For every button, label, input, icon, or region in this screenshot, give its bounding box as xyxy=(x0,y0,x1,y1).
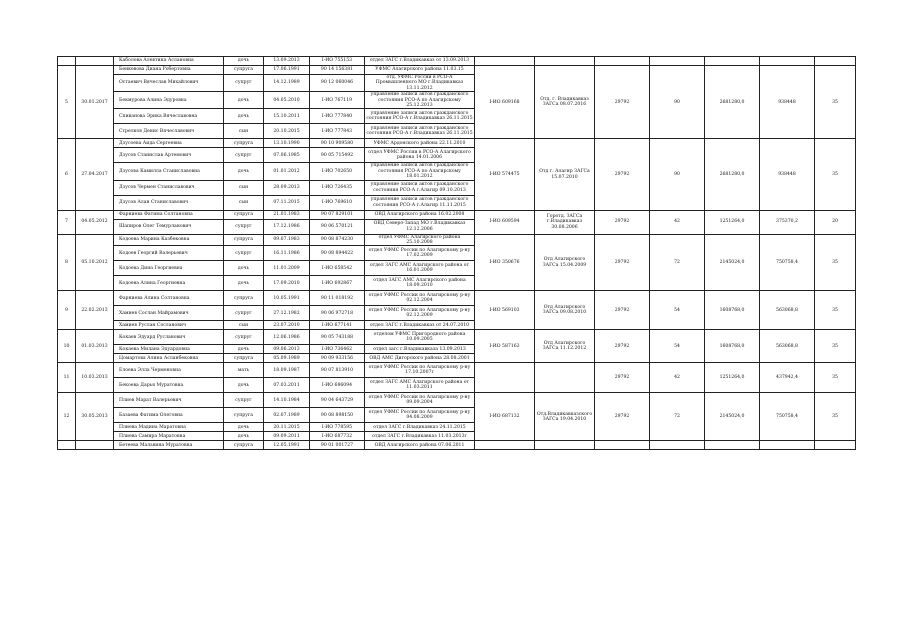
member-name: Кодоева Алина Георгиевна xyxy=(114,276,224,291)
group-number: 11 xyxy=(58,363,76,393)
member-relation: дочь xyxy=(224,163,264,180)
member-birth-date: 16.11.1986 xyxy=(264,246,310,261)
member-birth-date: 04.05.2010 xyxy=(264,92,310,109)
member-document-issuer: управление записи актов гражданского состояния РСО-А г.Владикавказ 26.11.2015 xyxy=(365,124,475,139)
group-number: 6 xyxy=(58,139,76,210)
member-document-issuer: отдел загс г.Владикавказа 13.09.2013 xyxy=(365,345,475,354)
price-per-sqm: 29792 xyxy=(595,210,650,234)
member-birth-date: 10.05.1991 xyxy=(264,291,310,306)
member-document: I-ИО 736462 xyxy=(310,345,365,354)
group-number: 5 xyxy=(58,66,76,139)
member-birth-date: 05.09.1989 xyxy=(264,354,310,363)
member-document-issuer: управление записи актов гражданского состояния РСО-А г.Алагир 11.11.2015 xyxy=(365,195,475,210)
member-document-issuer: отдел УФМС России по Алагирскому р-ну 17.10.2007г xyxy=(365,363,475,378)
member-relation: сын xyxy=(224,124,264,139)
member-name: Дзусов Станислав Артемович xyxy=(114,148,224,163)
member-document-issuer: управление записи актов гражданского состояния РСО-А г.Владикавказ 26.11.2015 xyxy=(365,109,475,124)
member-birth-date: 12.05.1991 xyxy=(264,441,310,450)
certificate-issuer: Отд Алагирского ЗАГСа 15.04.2009 xyxy=(535,234,595,291)
subsidy-percent: 35 xyxy=(815,234,856,291)
group-number: 7 xyxy=(58,210,76,234)
price-per-sqm xyxy=(595,57,650,66)
member-document-issuer: отдел УФМС России по Алагирскому р-ну 02.12.2004 xyxy=(365,291,475,306)
table-row xyxy=(58,363,856,378)
marriage-certificate xyxy=(475,363,535,393)
area-norm xyxy=(650,57,705,66)
group-number: 9 xyxy=(58,291,76,330)
member-birth-date: 07.11.2015 xyxy=(264,195,310,210)
marriage-certificate: I-ИО 574475 xyxy=(475,139,535,210)
member-document: 90 05 743188 xyxy=(310,330,365,345)
member-relation: мать xyxy=(224,363,264,378)
member-name: Шапиров Олег Темурланович xyxy=(114,219,224,234)
certificate-issuer: Отд. г. Владикавказ ЗАГСа 08.07.2016 xyxy=(535,66,595,139)
member-document-issuer: отдел УФМС Алагирского района 25.10.2008 xyxy=(365,234,475,246)
member-document: I-ИО 686094 xyxy=(310,378,365,393)
member-document-issuer: отдел ЗАГС г.Владикавказ 24.11.2015 xyxy=(365,423,475,432)
member-name: Бекмурова Алина Эдуровна xyxy=(114,92,224,109)
member-relation: супруга xyxy=(224,66,264,75)
application-date: 30.01.2017 xyxy=(76,66,114,139)
member-relation: супруг xyxy=(224,148,264,163)
area-norm: 54 xyxy=(650,330,705,363)
member-name: Дзусов Чермен Станиславович xyxy=(114,180,224,195)
member-birth-date: 07.03.2011 xyxy=(264,378,310,393)
member-document: 90 14 156381 xyxy=(310,66,365,75)
member-document: 90 12 060046 xyxy=(310,75,365,92)
member-name: Спиванова Эрика Вячеславовна xyxy=(114,109,224,124)
member-name: Цомартова Алина Асланбековна xyxy=(114,354,224,363)
certificate-issuer: Отд.Владикавказского ЗАГСа 19.04.2010 xyxy=(535,393,595,441)
certificate-issuer: Горотд. ЗАГСа г.Владикавказ 30.08.2006 xyxy=(535,210,595,234)
area-norm xyxy=(650,441,705,450)
subsidy-amount: 750758,4 xyxy=(760,234,815,291)
member-birth-date: 28.09.2013 xyxy=(264,180,310,195)
member-name: Кодоев Георгий Валерьевич xyxy=(114,246,224,261)
member-name: Остаевич Вячеслав Михайлович xyxy=(114,75,224,92)
member-birth-date: 20.10.2015 xyxy=(264,124,310,139)
member-document: 90 08 898150 xyxy=(310,408,365,423)
total-cost: 2681280,0 xyxy=(705,66,760,139)
member-relation: супруг xyxy=(224,330,264,345)
member-birth-date: 09.06.2013 xyxy=(264,345,310,354)
member-document-issuer: ОВД Северо-Запад МО г.Владикавказ 12.12.2006 xyxy=(365,219,475,234)
application-date: 22.02.2013 xyxy=(76,291,114,330)
member-document-issuer: отдел ЗАГС АМС Алагирского района от 11.03.2011 xyxy=(365,378,475,393)
member-name: Фарниева Алина Солтановна xyxy=(114,291,224,306)
marriage-certificate: I-ИО 609594 xyxy=(475,210,535,234)
group-number: 10 xyxy=(58,330,76,363)
member-relation: супруг xyxy=(224,75,264,92)
table-row xyxy=(58,393,856,408)
group-number xyxy=(58,441,76,450)
subsidy-amount: 750758,4 xyxy=(760,393,815,441)
total-cost: 2145024,0 xyxy=(705,234,760,291)
member-name: Кокаев Эдуард Русланович xyxy=(114,330,224,345)
member-document-issuer: отд. УФМС России в РСО-А Промышленного МО г.Владикавказ 13.11.2012 xyxy=(365,75,475,92)
member-document: 90 08 874230 xyxy=(310,234,365,246)
subsidy-percent: 20 xyxy=(815,210,856,234)
member-relation: сын xyxy=(224,195,264,210)
member-birth-date: 21.01.1983 xyxy=(264,210,310,219)
total-cost: 1251264,0 xyxy=(705,363,760,393)
member-birth-date: 11.01.2009 xyxy=(264,261,310,276)
member-relation: супруг xyxy=(224,393,264,408)
member-document: 90 08 894422 xyxy=(310,246,365,261)
member-name: Дзусова Камилла Станиславовна xyxy=(114,163,224,180)
subsidy-amount: 563068,8 xyxy=(760,291,815,330)
member-document: I-ИО 755153 xyxy=(310,57,365,66)
member-relation: дочь xyxy=(224,92,264,109)
certificate-issuer: Отд г. Алагир ЗАГСа 15.07.2010 xyxy=(535,139,595,210)
member-document-issuer: отдел ЗАГС АМС Алагирского района 18.09.2010 xyxy=(365,276,475,291)
member-relation: дочь xyxy=(224,261,264,276)
marriage-certificate: I-ИО 587163 xyxy=(475,330,535,363)
member-birth-date: 20.11.2015 xyxy=(264,423,310,432)
total-cost: 2145024,0 xyxy=(705,393,760,441)
area-norm: 72 xyxy=(650,234,705,291)
member-relation: дочь xyxy=(224,109,264,124)
member-document-issuer: отдел УФМС России в РСО-А Алагирского района 14.01.2006 xyxy=(365,148,475,163)
member-document: I-ИО 677141 xyxy=(310,321,365,330)
member-relation: супруг xyxy=(224,306,264,321)
subsidy-percent xyxy=(815,57,856,66)
member-relation: супруг xyxy=(224,219,264,234)
member-relation: супруга xyxy=(224,291,264,306)
member-birth-date: 18.09.1987 xyxy=(264,363,310,378)
member-relation: супруга xyxy=(224,408,264,423)
price-per-sqm: 29792 xyxy=(595,330,650,363)
member-document: I-ИО 778595 xyxy=(310,423,365,432)
member-birth-date: 23.07.2010 xyxy=(264,321,310,330)
subsidy-amount: 563068,8 xyxy=(760,330,815,363)
certificate-issuer xyxy=(535,363,595,393)
member-birth-date: 09.07.1983 xyxy=(264,234,310,246)
marriage-certificate: I-ИО 350676 xyxy=(475,234,535,291)
total-cost xyxy=(705,57,760,66)
member-name: Елоева Элла Черменовна xyxy=(114,363,224,378)
member-name: Плиев Марат Валерьевич xyxy=(114,393,224,408)
member-document-issuer: отдел УФМС России по Алагирскому р-ну 17.02.2009 xyxy=(365,246,475,261)
subsidy-amount xyxy=(760,57,815,66)
member-document-issuer: отдел ЗАГС г.Владикавказ от 13.09.2013 xyxy=(365,57,475,66)
member-document: 90 05 715492 xyxy=(310,148,365,163)
member-document-issuer: ОВД АМС Дигорского района 28.08.2001 xyxy=(365,354,475,363)
member-document: I-ИО 702650 xyxy=(310,163,365,180)
price-per-sqm: 29792 xyxy=(595,291,650,330)
application-date: 05.10.2012 xyxy=(76,234,114,291)
member-document: 90 10 909580 xyxy=(310,139,365,148)
certificate-issuer: Отд Алагирского ЗАГСа 09.08.2010 xyxy=(535,291,595,330)
member-birth-date: 07.06.1985 xyxy=(264,148,310,163)
table-row xyxy=(58,139,856,148)
register-table xyxy=(57,56,856,450)
subsidy-amount xyxy=(760,441,815,450)
member-name: Кодоева Марина Казбековна xyxy=(114,234,224,246)
area-norm: 90 xyxy=(650,139,705,210)
application-date: 27.04.2017 xyxy=(76,139,114,210)
member-name: Кокаева Милана Эдуардовна xyxy=(114,345,224,354)
register-sheet xyxy=(57,56,855,450)
area-norm: 54 xyxy=(650,291,705,330)
group-number: 12 xyxy=(58,393,76,441)
total-cost xyxy=(705,441,760,450)
member-name: Стрелков Денис Вячеславович xyxy=(114,124,224,139)
member-relation: супруга xyxy=(224,441,264,450)
price-per-sqm xyxy=(595,441,650,450)
table-row xyxy=(58,57,856,66)
application-date: 10.03.2013 xyxy=(76,363,114,393)
member-name: Бекоева Дарья Муратовна xyxy=(114,378,224,393)
member-relation: дочь xyxy=(224,345,264,354)
total-cost: 2681280,0 xyxy=(705,139,760,210)
member-birth-date: 02.07.1989 xyxy=(264,408,310,423)
member-birth-date: 17.09.2010 xyxy=(264,276,310,291)
price-per-sqm: 29792 xyxy=(595,363,650,393)
member-document-issuer: отделом УФМС Пригородного района 10.09.2005 xyxy=(365,330,475,345)
member-birth-date: 17.06.1991 xyxy=(264,66,310,75)
certificate-issuer xyxy=(535,57,595,66)
subsidy-percent xyxy=(815,441,856,450)
member-name: Бетеева Мальвина Муратовна xyxy=(114,441,224,450)
member-document: 90 09 933156 xyxy=(310,354,365,363)
member-document-issuer: отдел УФМС России по Алагирскому р-ну 02.12.2009 xyxy=(365,306,475,321)
member-document: 90 06 570121 xyxy=(310,219,365,234)
member-relation: дочь xyxy=(224,423,264,432)
table-row xyxy=(58,234,856,246)
member-document: I-ИО 777843 xyxy=(310,124,365,139)
member-document-issuer: УФМС Алагирского района 11.03.15 xyxy=(365,66,475,75)
member-name: Хамиев Руслан Сосланович xyxy=(114,321,224,330)
total-cost: 1608768,0 xyxy=(705,330,760,363)
member-birth-date: 13.10.1990 xyxy=(264,139,310,148)
member-birth-date: 09.09.2011 xyxy=(264,432,310,441)
member-document: 90 07 813910 xyxy=(310,363,365,378)
member-document: I-ИО 658542 xyxy=(310,261,365,276)
member-relation: супруга xyxy=(224,210,264,219)
member-document: I-ИО 777840 xyxy=(310,109,365,124)
member-document-issuer: ОВД Алагирского района 16.02.2008 xyxy=(365,210,475,219)
marriage-certificate: I-ИО 687132 xyxy=(475,393,535,441)
member-document: 90 11 018192 xyxy=(310,291,365,306)
total-cost: 1251264,0 xyxy=(705,210,760,234)
subsidy-amount: 437942,4 xyxy=(760,363,815,393)
member-relation: супруга xyxy=(224,234,264,246)
subsidy-percent: 35 xyxy=(815,291,856,330)
member-birth-date: 15.10.2011 xyxy=(264,109,310,124)
table-row xyxy=(58,66,856,75)
member-document: 90 07 829101 xyxy=(310,210,365,219)
marriage-certificate xyxy=(475,441,535,450)
price-per-sqm: 29792 xyxy=(595,66,650,139)
certificate-issuer xyxy=(535,441,595,450)
group-number: 8 xyxy=(58,234,76,291)
member-birth-date: 12.06.1986 xyxy=(264,330,310,345)
application-date xyxy=(76,57,114,66)
member-relation: дочь xyxy=(224,276,264,291)
member-relation: супруга xyxy=(224,139,264,148)
marriage-certificate: I-ИО 569103 xyxy=(475,291,535,330)
member-document: 90 04 643729 xyxy=(310,393,365,408)
member-document-issuer: управление записи актов гражданского состояния РСО-А г.Алагир 09.10.2013 xyxy=(365,180,475,195)
application-date: 01.03.2013 xyxy=(76,330,114,363)
member-relation: дочь xyxy=(224,378,264,393)
subsidy-percent: 35 xyxy=(815,393,856,441)
member-relation: супруга xyxy=(224,354,264,363)
table-row xyxy=(58,210,856,219)
member-name: Дзусоева Аида Сергеевна xyxy=(114,139,224,148)
member-name: Хамиев Сослан Майрамович xyxy=(114,306,224,321)
subsidy-percent: 35 xyxy=(815,363,856,393)
member-document-issuer: отдел ЗАГС г.Владикавказ от 24.07.2010 xyxy=(365,321,475,330)
member-document-issuer: отдел ЗАГС г.Владикавказ 11.03.2013г xyxy=(365,432,475,441)
total-cost: 1608768,0 xyxy=(705,291,760,330)
subsidy-amount: 938448 xyxy=(760,66,815,139)
member-document: I-ИО 692867 xyxy=(310,276,365,291)
member-birth-date: 14.10.1984 xyxy=(264,393,310,408)
member-relation: сын xyxy=(224,180,264,195)
member-document: I-ИО 767119 xyxy=(310,92,365,109)
area-norm: 90 xyxy=(650,66,705,139)
marriage-certificate: I-ИО 609168 xyxy=(475,66,535,139)
member-name: Дзусов Алан Станиславович xyxy=(114,195,224,210)
subsidy-percent: 35 xyxy=(815,330,856,363)
group-number xyxy=(58,57,76,66)
member-document: 90 06 972718 xyxy=(310,306,365,321)
table-row xyxy=(58,291,856,306)
member-birth-date: 13.09.2013 xyxy=(264,57,310,66)
application-date: 04.05.2012 xyxy=(76,210,114,234)
member-document-issuer: отдел ЗАГС АМС Алагирского района от 16.01.2009 xyxy=(365,261,475,276)
member-document: 90 01 001727 xyxy=(310,441,365,450)
member-birth-date: 17.12.1986 xyxy=(264,219,310,234)
marriage-certificate xyxy=(475,57,535,66)
subsidy-percent: 35 xyxy=(815,139,856,210)
member-document: I-ИО 687732 xyxy=(310,432,365,441)
certificate-issuer: Отд Алагирского ЗАГСа 11.12.2012 xyxy=(535,330,595,363)
member-name: Фарниева Фатима Солтановна xyxy=(114,210,224,219)
member-name: Кодоева Дина Георгиевна xyxy=(114,261,224,276)
member-document-issuer: управление записи актов гражданского состояния РСО-А по Алагирскому 18.01.2012 xyxy=(365,163,475,180)
subsidy-amount: 938448 xyxy=(760,139,815,210)
member-document-issuer: управление записи актов гражданского состояния РСО-А по Алагирскому 25.12.2013 xyxy=(365,92,475,109)
member-relation: дочь xyxy=(224,432,264,441)
member-document: I-ИО 769610 xyxy=(310,195,365,210)
subsidy-percent: 35 xyxy=(815,66,856,139)
area-norm: 42 xyxy=(650,363,705,393)
price-per-sqm: 29792 xyxy=(595,139,650,210)
subsidy-amount: 375370,2 xyxy=(760,210,815,234)
table-row xyxy=(58,441,856,450)
member-document-issuer: ОВД Алагирского района 07.06.2011 xyxy=(365,441,475,450)
member-name: Каболова Алевтина Аслановна xyxy=(114,57,224,66)
member-relation: дочь xyxy=(224,57,264,66)
application-date: 30.05.2013 xyxy=(76,393,114,441)
area-norm: 42 xyxy=(650,210,705,234)
member-name: Плиева Мадина Маратовна xyxy=(114,423,224,432)
price-per-sqm: 29792 xyxy=(595,234,650,291)
member-name: Плиева Самира Маратовна xyxy=(114,432,224,441)
area-norm: 72 xyxy=(650,393,705,441)
member-name: Базаева Фатима Олеговна xyxy=(114,408,224,423)
member-relation: сын xyxy=(224,321,264,330)
member-document-issuer: УФМС Ардонского района 22.11.2010 xyxy=(365,139,475,148)
price-per-sqm: 29792 xyxy=(595,393,650,441)
member-birth-date: 27.12.1982 xyxy=(264,306,310,321)
application-date xyxy=(76,441,114,450)
member-document: I-ИО 726435 xyxy=(310,180,365,195)
member-document-issuer: отдел УФМС России по Алагирскому р-ну 04.08.2009 xyxy=(365,408,475,423)
member-birth-date: 14.12.1989 xyxy=(264,75,310,92)
member-name: Бенкевова Диана Робертовна xyxy=(114,66,224,75)
table-row xyxy=(58,330,856,345)
member-birth-date: 01.01.2012 xyxy=(264,163,310,180)
member-relation: супруг xyxy=(224,246,264,261)
member-document-issuer: отдел УФМС России по Алагирскому р-ну 09.09.2004 xyxy=(365,393,475,408)
